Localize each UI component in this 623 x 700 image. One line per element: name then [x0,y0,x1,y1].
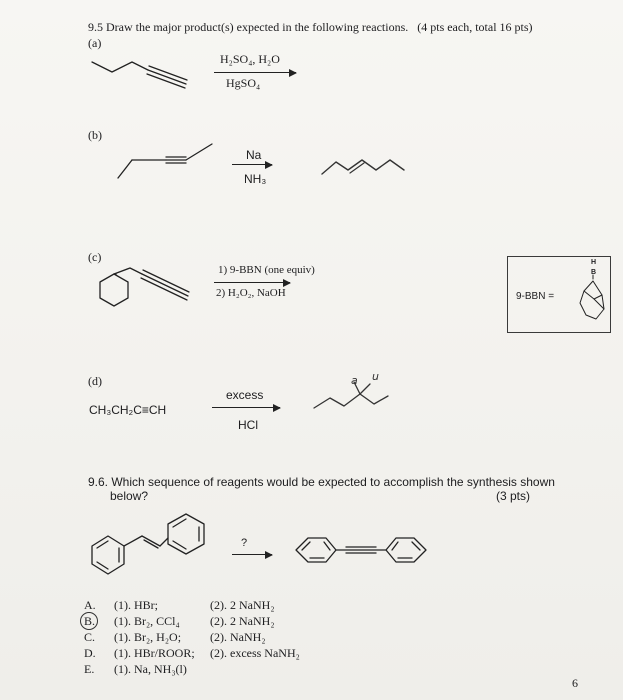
q95b-reactant-structure [118,142,218,187]
q95d-handwritten-2: u [372,370,379,383]
q96-arrow [232,554,272,555]
q95d-answer-sketch [314,380,404,414]
q95d-reagent-top: excess [226,388,264,402]
q95d-arrow [212,407,280,408]
q95c-reactant-structure [90,256,200,326]
q95d-reactant: CH₃CH₂C≡CH [89,403,167,417]
q95d-handwritten-1: a [351,374,358,387]
option-step2: (2). NaNH₂ [210,630,266,644]
q96-option-b[interactable] [84,614,275,629]
nine-bbn-label: 9-BBN = [516,291,555,302]
q96-header-line2: below? [110,489,149,503]
q95c-arrow [214,282,290,283]
q95a-arrow [214,72,296,73]
nine-bbn-b-atom: B [591,269,597,276]
q95c-reagent-1: 1) 9-BBN (one equiv) [218,264,315,276]
nine-bbn-structure [574,265,610,327]
q96-start-structure [88,506,238,576]
q95a-reagent-top: H₂SO₄, H₂O [220,52,280,66]
q95d-label: (d) [88,374,102,388]
q95-header-text: 9.5 Draw the major product(s) expected in the following reactions. [88,20,409,34]
option-letter: E. [84,662,95,676]
q96-option-a[interactable] [84,598,275,613]
q95d-reagent-bottom: HCl [238,418,258,432]
q96-option-e[interactable] [84,662,210,677]
option-letter: D. [84,646,96,660]
option-letter: C. [84,630,96,644]
option-step2: (2). excess NaNH₂ [210,646,300,660]
option-step1: (1). Br₂, H₂O; [114,630,182,644]
option-step2: (2). 2 NaNH₂ [210,614,275,628]
q95c-reagent-2: 2) H₂O₂, NaOH [216,287,286,299]
option-letter: A. [84,598,96,612]
q95b-reagent-top: Na [246,148,262,162]
option-step1: (1). HBr; [114,598,158,612]
q95b-reagent-bottom: NH₃ [244,172,267,186]
nine-bbn-h-atom: H [591,259,597,266]
q95a-label: (a) [88,36,102,50]
q96-arrow-label: ? [241,537,248,549]
q95c-label: (c) [88,250,102,264]
q96-points: (3 pts) [496,489,531,503]
selected-circle-mark [80,612,98,630]
option-step1: (1). Br₂, CCl₄ [114,614,180,628]
option-step1: (1). Na, NH₃(l) [114,662,187,676]
q96-header: 9.6. Which sequence of reagents would be expected to accomplish the synthesis shown [88,475,555,489]
q96-option-c[interactable] [84,630,266,645]
q95-header [88,20,533,35]
q95b-arrow [232,164,272,165]
nine-bbn-box [507,256,611,333]
q95-points: (4 pts each, total 16 pts) [417,20,533,34]
q95a-reagent-bottom: HgSO₄ [226,76,261,90]
option-step2: (2). 2 NaNH₂ [210,598,275,612]
option-step1: (1). HBr/ROOR; [114,646,195,660]
q95b-answer-sketch [322,152,412,182]
option-letter: B. [84,614,96,628]
page-number: 6 [572,676,578,690]
q96-option-d[interactable] [84,646,300,661]
q96-product-structure [290,528,440,572]
option-letter-wrap [84,614,114,629]
q95b-label: (b) [88,128,102,142]
q95a-reactant-structure [92,56,202,96]
